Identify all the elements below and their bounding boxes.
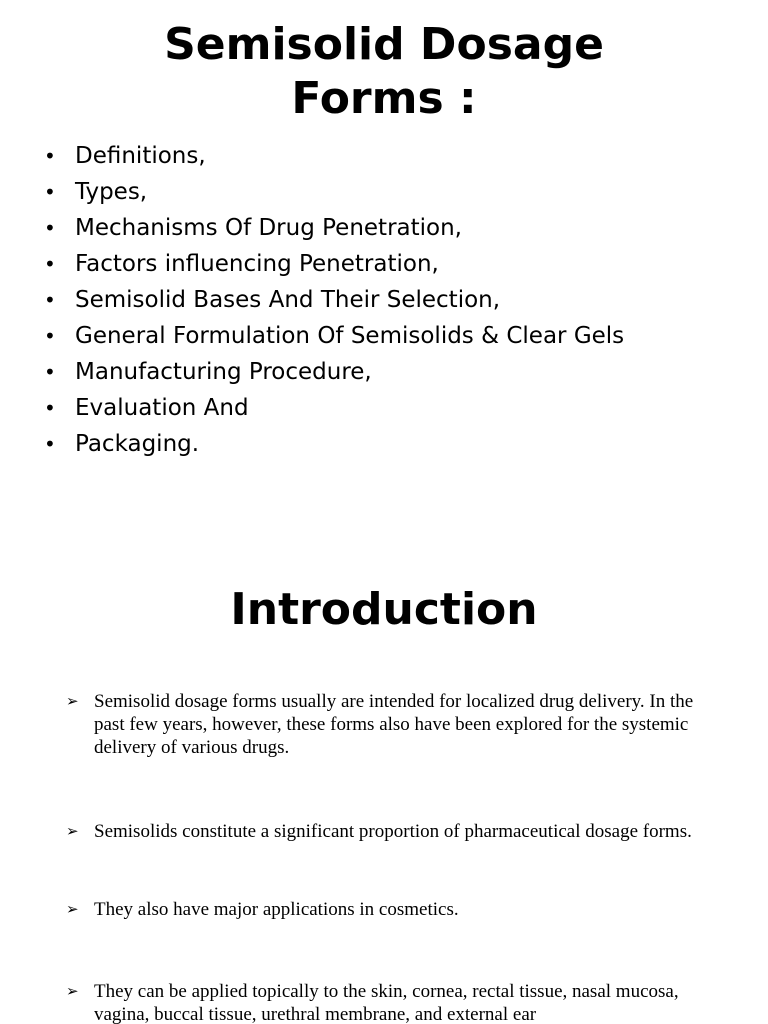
arrowhead-bullet-icon: ➢ xyxy=(66,822,79,840)
bullet-dot-icon: • xyxy=(44,144,56,168)
slide-title xyxy=(0,18,768,126)
bullet-dot-icon: • xyxy=(44,396,56,420)
arrowhead-bullet-icon: ➢ xyxy=(66,900,79,918)
bullet-dot-icon: • xyxy=(44,288,56,312)
section-title: Introduction xyxy=(230,584,538,635)
list-item-text: General Formulation Of Semisolids & Clear Gels xyxy=(75,323,625,349)
bullet-dot-icon: • xyxy=(44,360,56,384)
list-item-text: Semisolid Bases And Their Selection, xyxy=(75,287,501,313)
intro-paragraph xyxy=(66,980,726,1024)
slide-title-line-2: Forms : xyxy=(291,73,477,124)
arrowhead-bullet-icon: ➢ xyxy=(66,692,79,710)
list-item xyxy=(42,210,624,246)
arrowhead-bullet-icon: ➢ xyxy=(66,982,79,1000)
list-item xyxy=(42,174,624,210)
intro-paragraph xyxy=(66,690,726,759)
list-item-text: Types, xyxy=(75,179,148,205)
bullet-dot-icon: • xyxy=(44,180,56,204)
list-item-text: Evaluation And xyxy=(75,395,249,421)
list-item-text: Manufacturing Procedure, xyxy=(75,359,372,385)
bullet-dot-icon: • xyxy=(44,252,56,276)
list-item xyxy=(42,318,624,354)
list-item xyxy=(42,390,624,426)
intro-paragraph-text: Semisolids constitute a significant proportion of pharmaceutical dosage forms. xyxy=(94,821,692,842)
list-item xyxy=(42,138,624,174)
list-item xyxy=(42,354,624,390)
bullet-dot-icon: • xyxy=(44,216,56,240)
list-item xyxy=(42,282,624,318)
list-item-text: Packaging. xyxy=(75,431,200,457)
bullet-dot-icon: • xyxy=(44,324,56,348)
list-item-text: Factors influencing Penetration, xyxy=(75,251,439,277)
list-item xyxy=(42,426,624,462)
list-item-text: Mechanisms Of Drug Penetration, xyxy=(75,215,462,241)
bullet-dot-icon: • xyxy=(44,432,56,456)
intro-paragraph xyxy=(66,898,726,921)
intro-paragraph-text: They can be applied topically to the skin, cornea, rectal tissue, nasal mucosa, vagina, buccal tissue, urethral membrane, and external ear xyxy=(94,981,679,1024)
topic-bullet-list xyxy=(42,138,624,462)
intro-paragraph-text: Semisolid dosage forms usually are intended for localized drug delivery. In the past few years, however, these forms also have been explored for the systemic delivery of various drugs. xyxy=(94,691,694,758)
slide-title-line-1: Semisolid Dosage xyxy=(164,19,604,70)
list-item xyxy=(42,246,624,282)
list-item-text: Definitions, xyxy=(75,143,206,169)
intro-paragraph-text: They also have major applications in cosmetics. xyxy=(94,899,459,920)
intro-paragraph xyxy=(66,820,726,843)
